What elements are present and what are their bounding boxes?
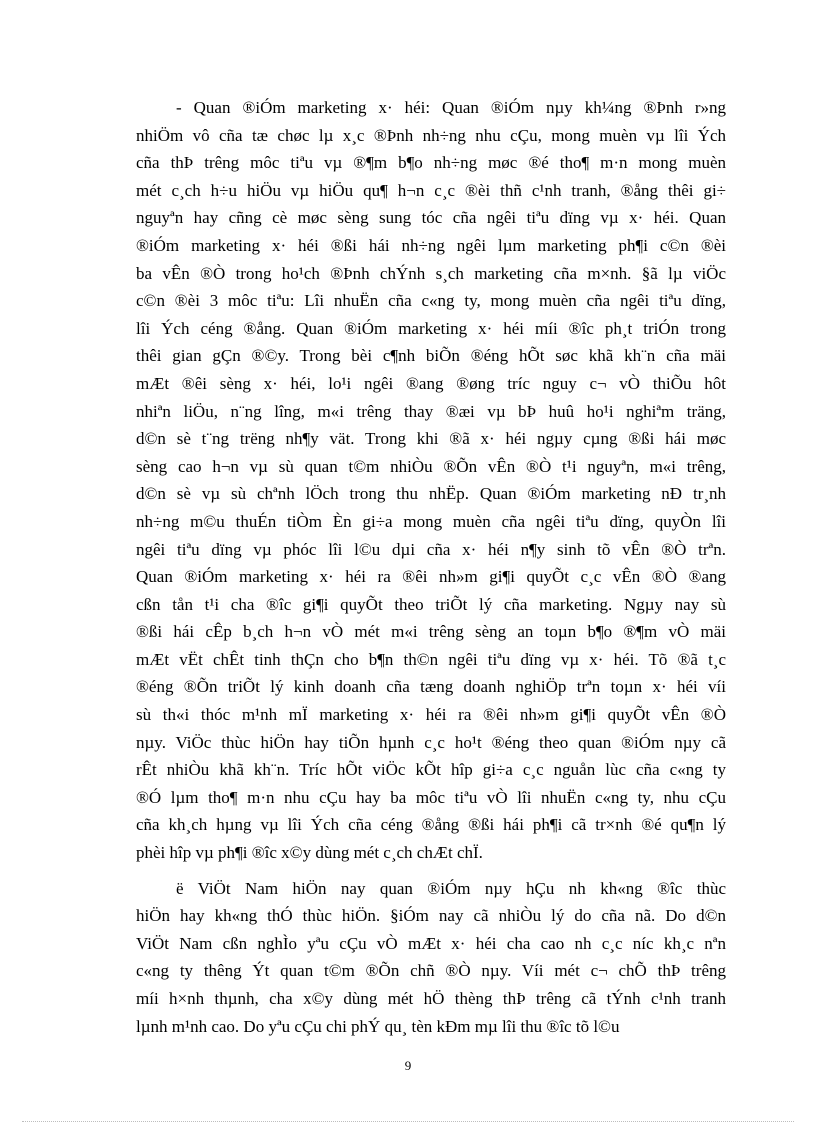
page-bottom-rule (22, 1121, 794, 1122)
paragraph-gap (136, 867, 726, 875)
text-line: hiÖn hay kh«ng thÓ thùc hiÖn. §iÓm nay cã nhiÒu lý do cña nã. Do d©n (136, 906, 726, 926)
text-line: c«ng ty thêng Ýt quan t©m ®Õn chñ ®Ò nµy. Víi mét c¬ chÕ thÞ trêng (136, 961, 726, 981)
text-line: - Quan ®iÓm marketing x· héi: Quan ®iÓm nµy kh¼ng ®Þnh r»ng (176, 98, 726, 117)
text-line: sù th«i thóc m¹nh mÏ marketing x· héi ra ®êi nh»m gi¶i quyÕt vÊn ®Ò (136, 705, 726, 725)
text-line: ngêi tiªu dïng vµ phóc lîi l©u dµi cña x· héi n¶y sinh tõ vÊn ®Ò trªn. (136, 539, 726, 559)
text-line: cña thÞ trêng môc tiªu vµ ®¶m b¶o nh÷ng møc ®é tho¶ m·n mong muèn (136, 153, 726, 173)
text-line: mÆt vËt chÊt tinh thÇn cho b¶n th©n ngêi tiªu dïng vµ x· héi. Tõ ®ã t¸c (136, 649, 726, 669)
text-line: ®éng ®Õn triÕt lý kinh doanh cña tæng doanh nghiÖp trªn toµn x· héi víi (136, 677, 726, 697)
text-line: lîi Ých céng ®ång. Quan ®iÓm marketing x· héi míi ®îc ph¸t triÓn trong (136, 318, 726, 338)
text-line: mÆt ®êi sèng x· héi, lo¹i ngêi ®ang ®øng tríc nguy c¬ vÒ thiÕu hôt (136, 373, 726, 393)
text-line: ViÖt Nam cßn nghÌo yªu cÇu vÒ mÆt x· héi cha cao nh c¸c níc kh¸c nªn (136, 933, 726, 953)
text-line: lµnh m¹nh cao. Do yªu cÇu chi phÝ qu¸ tèn kÐm mµ lîi thu ®îc tõ l©u (136, 1016, 620, 1036)
text-line: nhiÖm vô cña tæ chøc lµ x¸c ®Þnh nh÷ng nhu cÇu, mong muèn vµ lîi Ých (136, 125, 726, 145)
text-line: d©n sè t¨ng trëng nh¶y vät. Trong khi ®ã x· héi ngµy cµng ®ßi hái møc (136, 429, 726, 449)
text-line: d©n sè vµ sù chªnh lÖch trong thu nhËp. Quan ®iÓm marketing nÐ tr¸nh (136, 484, 726, 504)
text-line: nhiªn liÖu, n¨ng lîng, m«i trêng thay ®æi vµ bÞ huû ho¹i nghiªm träng, (136, 401, 726, 421)
text-line: míi h×nh thµnh, cha x©y dùng mét hÖ thèng thÞ trêng cã tÝnh c¹nh tranh (136, 989, 726, 1008)
text-line: rÊt nhiÒu khã kh¨n. Tríc hÕt viÖc kÕt hîp gi÷a c¸c nguån lùc cña c«ng ty (136, 760, 726, 780)
text-line: nguyªn hay cñng cè møc sèng sung tóc cña ngêi tiªu dïng vµ x· héi. Quan (136, 208, 726, 228)
text-line: Quan ®iÓm marketing x· héi ra ®êi nh»m gi¶i quyÕt c¸c vÊn ®Ò ®ang (136, 567, 726, 587)
text-line: cßn tån t¹i cha ®îc gi¶i quyÕt theo triÕt lý cña marketing. Ngµy nay sù (136, 594, 726, 614)
text-line: ë ViÖt Nam hiÖn nay quan ®iÓm nµy hÇu nh kh«ng ®îc thùc (176, 878, 726, 898)
text-line: sèng cao h¬n vµ sù quan t©m nhiÒu ®Õn vÊn ®Ò t¹i nguyªn, m«i trêng, (136, 456, 726, 476)
text-line: ®ßi hái cÊp b¸ch h¬n vÒ mét m«i trêng sèng an toµn b¶o ®¶m vÒ mäi (136, 622, 726, 642)
paragraph (136, 94, 726, 867)
text-line: ba vÊn ®Ò trong ho¹ch ®Þnh chÝnh s¸ch marketing cña m×nh. §ã lµ viÖc (136, 263, 726, 283)
body-text (136, 94, 726, 1040)
text-line: nh÷ng m©u thuÉn tiÒm Èn gi÷a mong muèn cña ngêi tiªu dïng, quyÒn lîi (136, 511, 726, 531)
text-line: c©n ®èi 3 môc tiªu: Lîi nhuËn cña c«ng ty, mong muèn cña ngêi tiªu dïng, (136, 291, 726, 311)
text-line: phèi hîp vµ ph¶i ®îc x©y dùng mét c¸ch chÆt chÏ. (136, 843, 483, 863)
text-line: thêi gian gÇn ®©y. Trong bèi c¶nh biÕn ®éng hÕt søc khã kh¨n cña mäi (136, 346, 726, 366)
text-line: ®iÓm marketing x· héi ®ßi hái nh÷ng ngêi lµm marketing ph¶i c©n ®èi (136, 235, 726, 255)
text-line: nµy. ViÖc thùc hiÖn hay tiÕn hµnh c¸c ho¹t ®éng theo quan ®iÓm nµy cã (136, 732, 726, 752)
text-line: ®Ó lµm tho¶ m·n nhu cÇu hay ba môc tiªu vÒ lîi nhuËn c«ng ty, nhu cÇu (136, 787, 726, 807)
page-number: 9 (404, 1058, 412, 1073)
paragraph (136, 875, 726, 1041)
text-line: cña kh¸ch hµng vµ lîi Ých cña céng ®ång ®ßi hái ph¶i cã tr×nh ®é qu¶n lý (136, 815, 726, 835)
text-line: mét c¸ch h÷u hiÖu vµ hiÖu qu¶ h¬n c¸c ®èi thñ c¹nh tranh, ®ång thêi gi÷ (136, 180, 726, 200)
